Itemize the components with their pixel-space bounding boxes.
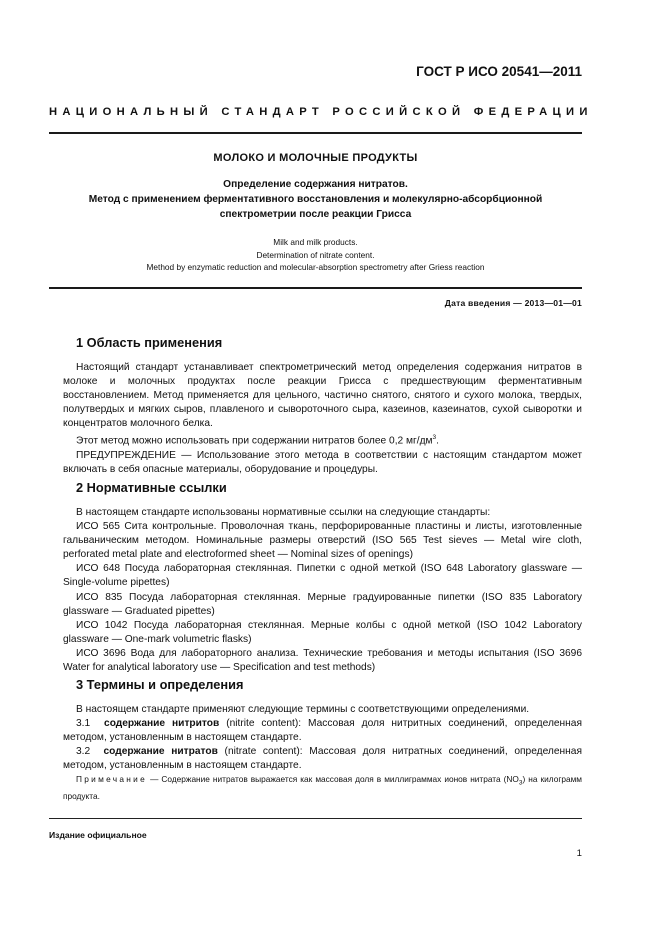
term-definition-text: (nitrate content): Массовая доля нитратных соединений, определенная методом, установленным в настоящем стандарте.	[63, 746, 582, 772]
page-number: 1	[576, 848, 582, 859]
reference-item: ИСО 1042 Посуда лабораторная стеклянная. Мерные колбы с одной меткой (ISO 1042 Laboratory glassware — One-mark volumetric flasks)	[63, 619, 582, 645]
term-number: 3.2	[76, 746, 91, 758]
subscript: 3	[518, 779, 523, 787]
term-definition	[63, 717, 582, 745]
paragraph	[63, 431, 582, 448]
section-2-heading: 2 Нормативные ссылки	[76, 480, 227, 495]
note-text-end: ) на килограмм продукта.	[63, 774, 582, 802]
term-definition	[63, 745, 582, 773]
note-text: — Содержание нитратов выражается как массовая доля в миллиграммах ионов нитрата (NO	[147, 774, 519, 784]
reference-item: ИСО 565 Сита контрольные. Проволочная ткань, перфорированные пластины и листы, изготовленные гальваническим методом. Номинальные размеры отверстий (ISO 565 Test sieves — Metal wire cloth, perforated metal plate and electroformed sheet — Nominal sizes of openings)	[63, 521, 582, 561]
paragraph-text: Этот метод можно использовать при содержании нитратов более 0,2 мг/дм	[76, 435, 433, 447]
reference-item: ИСО 3696 Вода для лабораторного анализа. Технические требования и методы испытания (ISO 3696 Water for analytical laboratory use — Specification and test methods)	[63, 647, 582, 674]
note-paragraph	[63, 773, 582, 803]
section-2-body	[63, 506, 582, 675]
section-3-heading: 3 Термины и определения	[76, 677, 244, 692]
national-standard-banner: НАЦИОНАЛЬНЫЙ СТАНДАРТ РОССИЙСКОЙ ФЕДЕРАЦИИ	[49, 106, 593, 118]
term-number: 3.1	[76, 718, 91, 730]
document-subtitle	[49, 177, 582, 222]
subtitle-line: Определение содержания нитратов.	[223, 179, 408, 190]
note-label: Примечание	[76, 774, 148, 784]
paragraph: Настоящий стандарт устанавливает спектрометрический метод определения содержания нитратов в молоке и молочных продуктах после реакции Грисса с предшествующим ферментативным восстановлением. Метод применяется для цельного, частично снятого, снятого и сухого молока, твердых, полутвердых и мягких сыров, плавленого и сывороточного сыра, казеинов, казеинатов, сухой сыворотки и концентратов молочного белка.	[63, 362, 582, 430]
english-title	[49, 236, 582, 274]
paragraph: В настоящем стандарте использованы нормативные ссылки на следующие стандарты:	[76, 507, 491, 518]
footer-divider	[49, 818, 582, 819]
term-name: содержание нитритов	[104, 718, 220, 730]
warning-paragraph: ПРЕДУПРЕЖДЕНИЕ — Использование этого метода в соответствии с настоящим стандартом может включать в себя опасные материалы, оборудование и процедуры.	[63, 449, 582, 476]
english-title-line: Determination of nitrate content.	[256, 249, 375, 260]
header-divider	[49, 132, 582, 134]
title-divider	[49, 287, 582, 289]
term-definition-text: (nitrite content): Массовая доля нитритных соединений, определенная методом, установленным в настоящем стандарте.	[63, 718, 582, 744]
section-3-body	[63, 703, 582, 773]
document-number: ГОСТ Р ИСО 20541—2011	[416, 64, 582, 79]
english-title-line: Milk and milk products.	[273, 237, 358, 247]
reference-item: ИСО 835 Посуда лабораторная стеклянная. Мерные градуированные пипетки (ISO 835 Laboratory glassware — Graduated pipettes)	[63, 591, 582, 617]
document-title: МОЛОКО И МОЛОЧНЫЕ ПРОДУКТЫ	[213, 152, 418, 164]
term-name: содержание нитратов	[103, 746, 218, 758]
subtitle-line: спектрометрии после реакции Грисса	[219, 209, 412, 220]
date-of-introduction: Дата введения — 2013—01—01	[444, 298, 582, 308]
reference-item: ИСО 648 Посуда лабораторная стеклянная. Пипетки с одной меткой (ISO 648 Laboratory glassware — Single-volume pipettes)	[63, 563, 582, 589]
english-title-line: Method by enzymatic reduction and molecular-absorption spectrometry after Griess reaction	[146, 262, 485, 272]
section-1-body	[63, 361, 582, 477]
subtitle-line: Метод с применением ферментативного восстановления и молекулярно-абсорбционной	[88, 194, 543, 205]
paragraph: В настоящем стандарте применяют следующие термины с соответствующими определениями.	[76, 704, 530, 715]
superscript: 3	[432, 434, 437, 442]
paragraph-end: .	[436, 435, 440, 447]
note	[63, 773, 582, 803]
section-1-heading: 1 Область применения	[76, 335, 223, 350]
official-edition-label: Издание официальное	[49, 830, 147, 840]
